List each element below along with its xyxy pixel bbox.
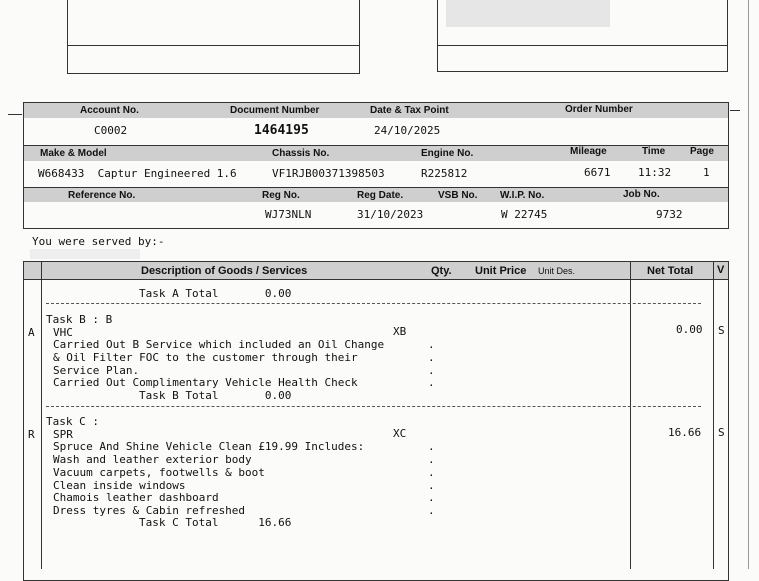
page-right-edge <box>748 0 749 569</box>
qty-dot: . <box>428 466 435 479</box>
job-no-value: 9732 <box>656 208 683 221</box>
task-c-title: Task C : <box>46 415 99 428</box>
task-c-total: Task C Total 16.66 <box>139 516 292 529</box>
net-column-divider <box>630 262 631 569</box>
order-number-header: Order Number <box>565 104 633 115</box>
task-c-line-4: Clean inside windows <box>53 479 186 492</box>
task-c-line-2: Wash and leather exterior body <box>53 453 252 466</box>
time-value: 11:32 <box>638 166 672 179</box>
document-number-header: Document Number <box>230 105 320 116</box>
document-number-value: 1464195 <box>254 123 309 138</box>
qty-dot: . <box>428 504 435 517</box>
fold-mark-left <box>8 114 22 115</box>
engine-value: R225812 <box>421 167 468 180</box>
make-model-header: Make & Model <box>40 148 107 159</box>
make-model-value: W668433 Captur Engineered 1.6 <box>38 167 237 180</box>
page-header: Page <box>690 146 714 157</box>
time-header: Time <box>642 146 666 157</box>
goods-header-band <box>24 262 728 279</box>
task-b-line-4: Carried Out Complimentary Vehicle Health Check <box>53 376 358 389</box>
date-tax-point-value: 24/10/2025 <box>374 124 441 137</box>
task-c-code-right: XC <box>393 427 407 440</box>
job-no-header: Job No. <box>623 189 660 200</box>
wip-header: W.I.P. No. <box>500 190 545 201</box>
reference-no-header: Reference No. <box>68 190 136 201</box>
vsb-header: VSB No. <box>438 190 478 201</box>
task-b-code: VHC <box>53 326 73 339</box>
task-c-code: SPR <box>53 428 73 441</box>
customer-address-box <box>67 0 360 46</box>
task-b-line-2: & Oil Filter FOC to the customer through their <box>53 351 358 364</box>
fold-mark-right <box>730 110 740 111</box>
chassis-value: VF1RJB00371398503 <box>272 167 385 180</box>
info-divider-2 <box>23 187 729 188</box>
info-divider-1 <box>23 145 729 146</box>
wip-value: W 22745 <box>501 208 548 221</box>
task-c-marker: R <box>28 428 35 441</box>
chassis-header: Chassis No. <box>272 148 330 159</box>
task-b-code-right: XB <box>393 325 407 338</box>
delivery-address-box-bottom <box>437 46 728 72</box>
vat-header: V <box>717 264 725 276</box>
task-c-vat: S <box>718 426 725 439</box>
redacted-name-block <box>446 0 610 27</box>
mileage-value: 6671 <box>584 166 611 179</box>
qty-dot: . <box>428 351 435 364</box>
vehicle-header-band <box>24 146 728 161</box>
qty-dot: . <box>428 491 435 504</box>
engine-header: Engine No. <box>421 148 474 159</box>
redacted-staff-name <box>30 249 140 259</box>
qty-header: Qty. <box>431 265 452 277</box>
task-c-line-5: Chamois leather dashboard <box>53 491 219 504</box>
mileage-header: Mileage <box>570 146 607 157</box>
qty-dot: . <box>428 338 435 351</box>
marker-column-divider <box>41 262 42 569</box>
customer-address-box-bottom <box>67 46 360 74</box>
qty-dot: . <box>428 364 435 377</box>
task-b-net: 0.00 <box>676 323 703 336</box>
reg-date-value: 31/10/2023 <box>357 208 424 221</box>
net-total-header: Net Total <box>647 265 694 277</box>
vat-column-divider <box>713 262 714 569</box>
task-b-line-1: Carried Out B Service which included an Oil Change <box>53 338 385 351</box>
reg-date-header: Reg Date. <box>357 190 404 201</box>
date-tax-point-header: Date & Tax Point <box>370 105 449 116</box>
task-c-line-3: Vacuum carpets, footwells & boot <box>53 466 265 479</box>
qty-dot: . <box>428 440 435 453</box>
qty-dot: . <box>428 376 435 389</box>
reg-no-header: Reg No. <box>262 190 300 201</box>
task-a-total: Task A Total 0.00 <box>139 287 292 300</box>
task-b-marker: A <box>28 326 35 339</box>
task-b-separator <box>46 406 701 407</box>
description-header: Description of Goods / Services <box>141 265 308 277</box>
account-no-header: Account No. <box>80 105 139 116</box>
account-no-value: C0002 <box>94 124 128 137</box>
task-b-line-3: Service Plan. <box>53 364 140 377</box>
task-c-line-1: Spruce And Shine Vehicle Clean £19.99 Includes: <box>53 440 365 453</box>
task-c-net: 16.66 <box>668 426 702 439</box>
qty-dot: . <box>428 453 435 466</box>
task-b-title: Task B : B <box>46 313 113 326</box>
unit-des-header: Unit Des. <box>538 266 576 276</box>
page-value: 1 <box>703 166 710 179</box>
unit-price-header: Unit Price <box>475 265 527 277</box>
qty-dot: . <box>428 479 435 492</box>
goods-table <box>23 261 729 581</box>
goods-header-divider <box>23 279 729 280</box>
reg-no-value: WJ73NLN <box>265 208 312 221</box>
task-b-total: Task B Total 0.00 <box>139 389 292 402</box>
served-by-label: You were served by:- <box>32 235 165 248</box>
task-c-line-6: Dress tyres & Cabin refreshed <box>53 504 246 517</box>
task-a-separator <box>46 303 701 304</box>
task-b-vat: S <box>718 324 725 337</box>
